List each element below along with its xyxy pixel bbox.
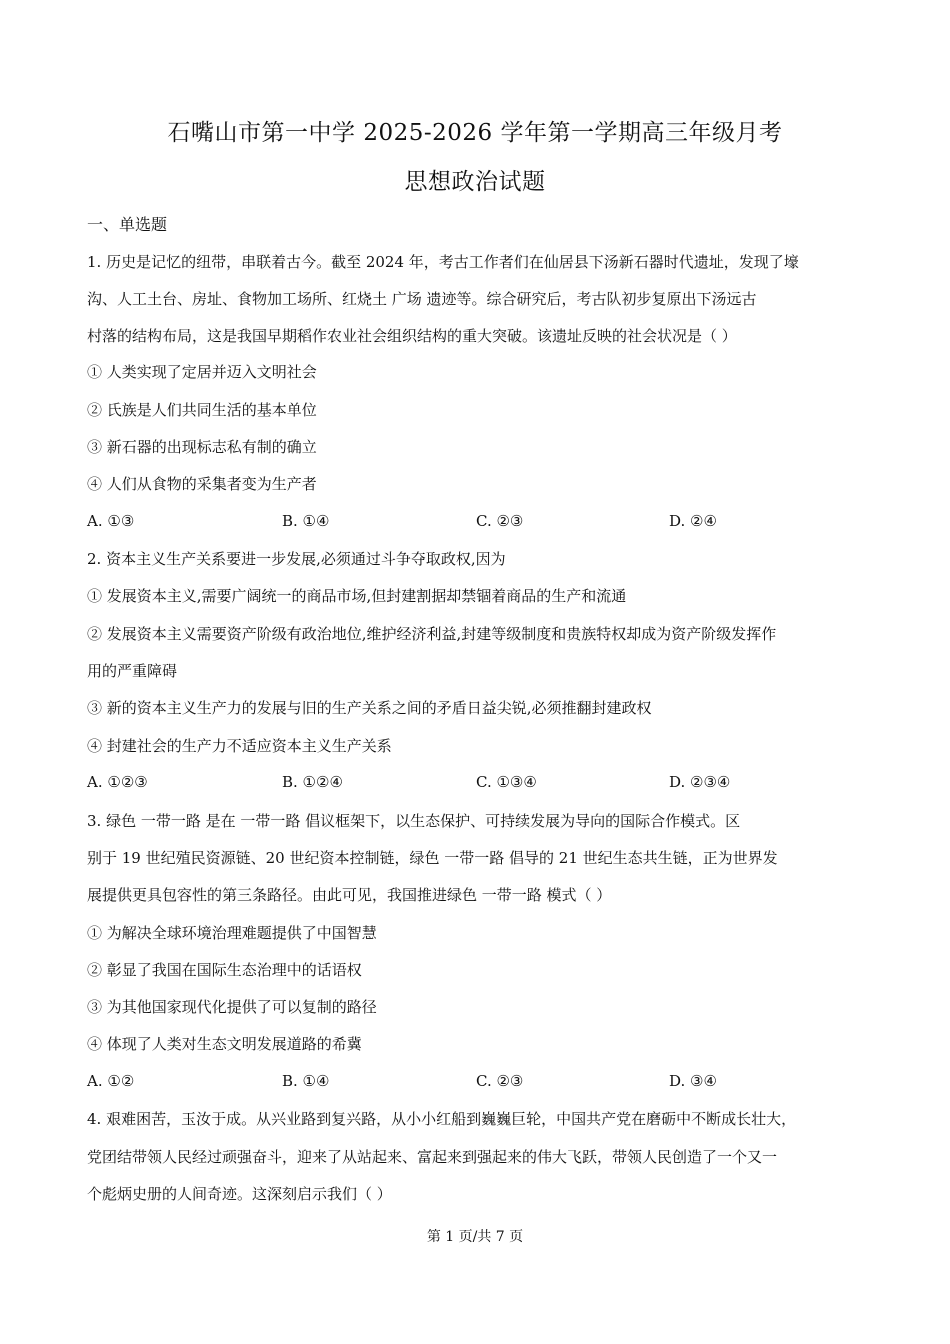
question-3-options — [87, 1072, 877, 1092]
question-3-item: ③ 为其他国家现代化提供了可以复制的路径 — [87, 998, 377, 1016]
question-2-stem: 2. 资本主义生产关系要进一步发展,必须通过斗争夺取政权,因为 — [87, 550, 506, 568]
question-2-item: ① 发展资本主义,需要广阔统一的商品市场,但封建割据却禁锢着商品的生产和流通 — [87, 587, 627, 605]
question-1-item: ① 人类实现了定居并迈入文明社会 — [87, 363, 317, 381]
question-4-stem: 4. 艰难困苦，玉汝于成。从兴业路到复兴路，从小小红船到巍巍巨轮，中国共产党在磨砺中不断成长壮大， — [87, 1110, 797, 1128]
option-a[interactable]: A. ①②③ — [87, 773, 148, 791]
option-a[interactable]: A. ①② — [87, 1072, 135, 1090]
question-2-options — [87, 773, 877, 793]
question-3-stem: 别于 19 世纪殖民资源链、20 世纪资本控制链，绿色 一带一路 倡导的 21 世纪生态共生链，正为世界发 — [87, 849, 778, 867]
question-1-item: ④ 人们从食物的采集者变为生产者 — [87, 475, 317, 493]
option-d[interactable]: D. ②③④ — [669, 773, 731, 791]
question-2-item: ② 发展资本主义需要资产阶级有政治地位,维护经济利益,封建等级制度和贵族特权却成为资产阶级发挥作 — [87, 625, 777, 643]
question-1-item: ③ 新石器的出现标志私有制的确立 — [87, 438, 317, 456]
question-3-item: ① 为解决全球环境治理难题提供了中国智慧 — [87, 924, 377, 942]
page-number: 第 1 页/共 7 页 — [426, 1229, 524, 1245]
option-a[interactable]: A. ①③ — [87, 512, 135, 530]
question-4-stem: 党团结带领人民经过顽强奋斗，迎来了从站起来、富起来到强起来的伟大飞跃，带领人民创造了一个又一 — [87, 1148, 778, 1166]
question-1-options — [87, 512, 877, 532]
option-b[interactable]: B. ①④ — [282, 1072, 330, 1090]
question-3-stem: 3. 绿色 一带一路 是在 一带一路 倡议框架下，以生态保护、可持续发展为导向的国际合作模式。区 — [87, 812, 741, 830]
question-3-stem: 展提供更具包容性的第三条路径。由此可见，我国推进绿色 一带一路 模式（ ） — [87, 886, 612, 904]
exam-subject: 思想政治试题 — [404, 169, 546, 195]
question-2-item: ④ 封建社会的生产力不适应资本主义生产关系 — [87, 737, 392, 755]
option-c[interactable]: C. ②③ — [476, 512, 524, 530]
option-b[interactable]: B. ①④ — [282, 512, 330, 530]
question-2-item: ③ 新的资本主义生产力的发展与旧的生产关系之间的矛盾日益尖锐,必须推翻封建政权 — [87, 699, 652, 717]
option-c[interactable]: C. ①③④ — [476, 773, 537, 791]
question-3-item: ④ 体现了人类对生态文明发展道路的希冀 — [87, 1035, 362, 1053]
question-3-item: ② 彰显了我国在国际生态治理中的话语权 — [87, 961, 362, 979]
option-d[interactable]: D. ③④ — [669, 1072, 717, 1090]
question-1-stem: 村落的结构布局，这是我国早期稻作农业社会组织结构的重大突破。该遗址反映的社会状况是（ ） — [87, 327, 737, 345]
question-2-item: 用的严重障碍 — [87, 662, 178, 680]
section-heading: 一、单选题 — [87, 215, 168, 234]
option-d[interactable]: D. ②④ — [669, 512, 717, 530]
question-1-item: ② 氏族是人们共同生活的基本单位 — [87, 401, 317, 419]
exam-title: 石嘴山市第一中学 2025-2026 学年第一学期高三年级月考 — [167, 120, 783, 146]
question-1-stem: 沟、人工土台、房址、食物加工场所、红烧土 广场 遗迹等。综合研究后，考古队初步复原出下汤远古 — [87, 290, 757, 308]
option-c[interactable]: C. ②③ — [476, 1072, 524, 1090]
option-b[interactable]: B. ①②④ — [282, 773, 343, 791]
question-1-stem: 1. 历史是记忆的纽带，串联着古今。截至 2024 年，考古工作者们在仙居县下汤新石器时代遗址，发现了壕 — [87, 253, 799, 271]
question-4-stem: 个彪炳史册的人间奇迹。这深刻启示我们（ ） — [87, 1185, 392, 1203]
